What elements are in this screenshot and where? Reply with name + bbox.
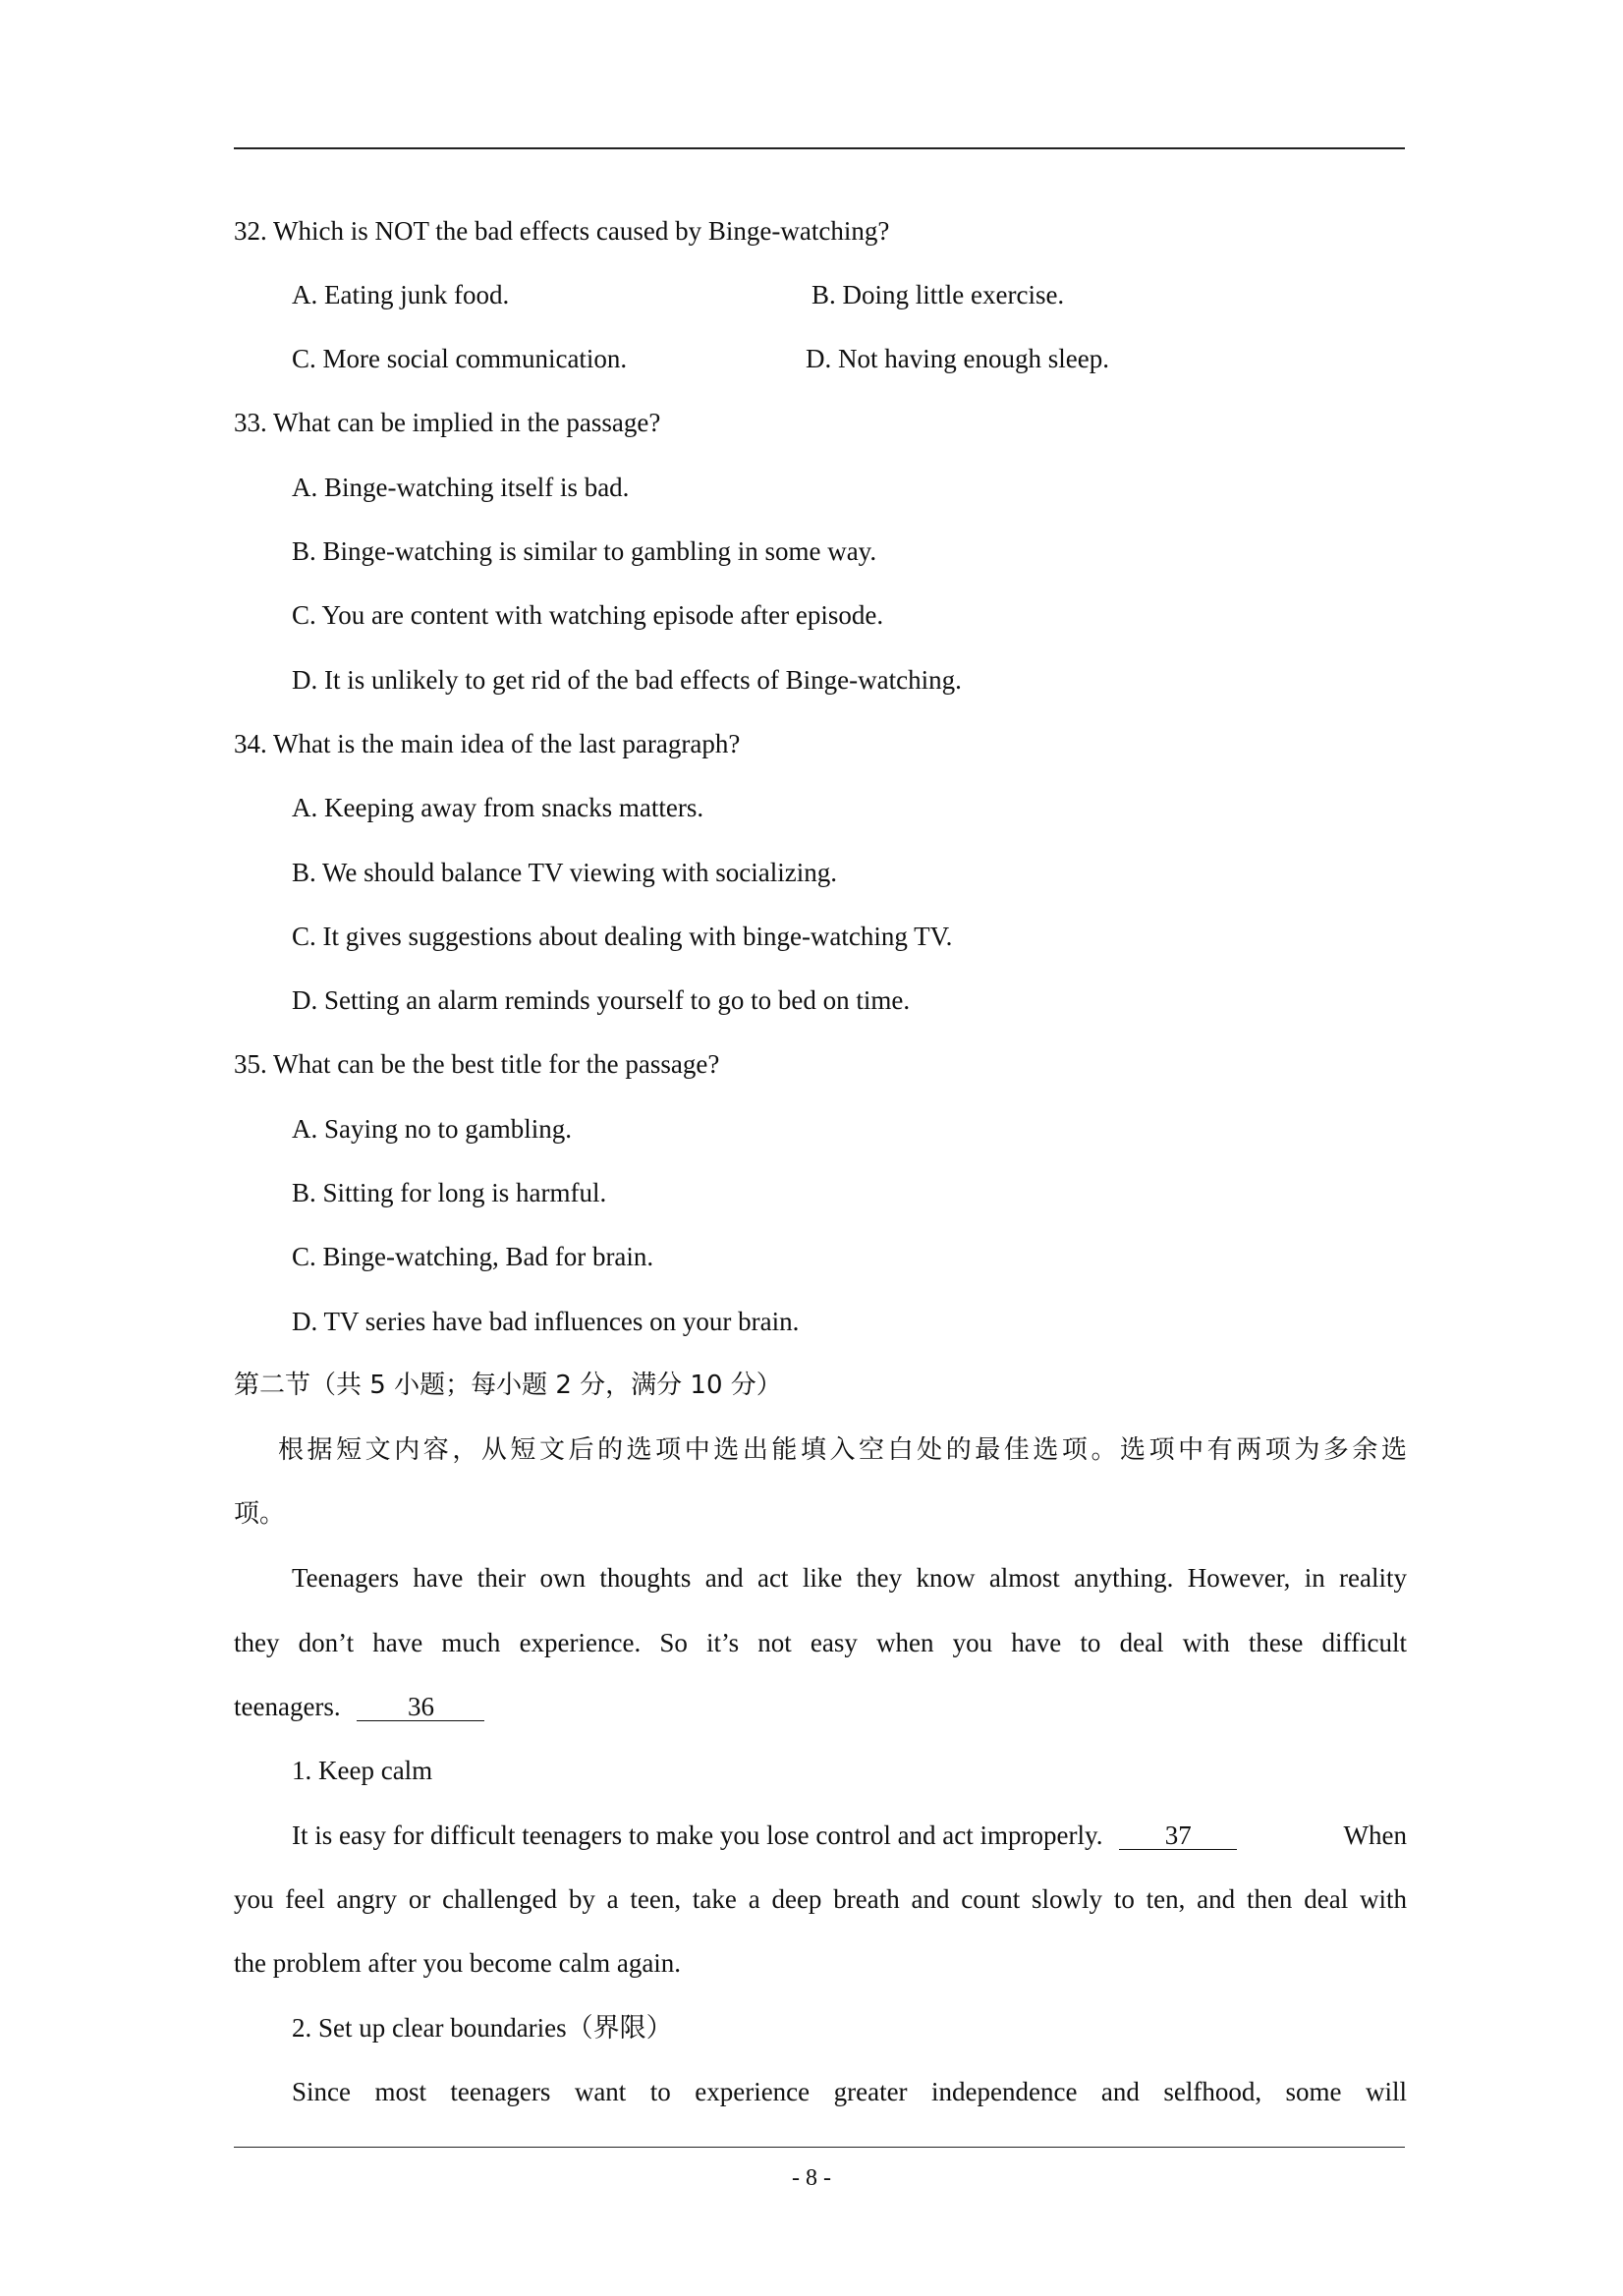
blank-37[interactable]: 37 — [1119, 1821, 1237, 1850]
q35-option-d: D. TV series have bad influences on your brain. — [292, 1307, 800, 1336]
section-instruction-line1: 根据短文内容，从短文后的选项中选出能填入空白处的最佳选项。选项中有两项为多余选 — [278, 1435, 1407, 1465]
passage-p1-line1: Teenagers have their own thoughts and act like they know almost anything. However, in reality — [292, 1563, 1407, 1593]
blank-36[interactable]: 36 — [357, 1693, 484, 1721]
header-rule — [234, 147, 1405, 149]
q32-option-d: D. Not having enough sleep. — [806, 344, 1109, 373]
q35-option-a: A. Saying no to gambling. — [292, 1114, 572, 1144]
q34-option-a: A. Keeping away from snacks matters. — [292, 793, 704, 822]
q35-option-b: B. Sitting for long is harmful. — [292, 1178, 607, 1207]
question-32: 32. Which is NOT the bad effects caused by Binge-watching? — [234, 216, 890, 246]
page-number: - 8 - — [792, 2165, 831, 2191]
passage-p1-line2: they don’t have much experience. So it’s not easy when you have to deal with these difficult — [234, 1628, 1407, 1657]
q32-option-b: B. Doing little exercise. — [812, 280, 1065, 309]
passage-p2-line1-text: It is easy for difficult teenagers to make you lose control and act improperly. — [292, 1820, 1103, 1850]
question-33: 33. What can be implied in the passage? — [234, 408, 661, 437]
q33-option-c: C. You are content with watching episode after episode. — [292, 600, 884, 630]
passage-p2-line3: the problem after you become calm again. — [234, 1948, 682, 1978]
question-34: 34. What is the main idea of the last paragraph? — [234, 729, 741, 758]
q35-option-c: C. Binge-watching, Bad for brain. — [292, 1242, 654, 1271]
section-instruction-line2: 项。 — [234, 1499, 286, 1529]
q33-option-b: B. Binge-watching is similar to gambling in some way. — [292, 536, 877, 566]
passage-p2-line1-end: When — [1343, 1820, 1407, 1850]
q34-option-b: B. We should balance TV viewing with socializing. — [292, 858, 837, 887]
q34-option-d: D. Setting an alarm reminds yourself to go to bed on time. — [292, 985, 911, 1015]
footer-rule — [234, 2147, 1405, 2148]
subheading-boundaries: 2. Set up clear boundaries（界限） — [292, 2013, 673, 2043]
passage-p3-line1: Since most teenagers want to experience greater independence and selfhood, some will — [292, 2077, 1407, 2106]
subheading-keep-calm: 1. Keep calm — [292, 1756, 433, 1785]
q34-option-c: C. It gives suggestions about dealing with binge-watching TV. — [292, 922, 953, 951]
passage-p2-line1 — [292, 1819, 1407, 1852]
section-heading: 第二节（共 5 小题；每小题 2 分，满分 10 分） — [234, 1371, 782, 1400]
q32-option-a: A. Eating junk food. — [292, 280, 510, 309]
passage-p2-line2: you feel angry or challenged by a teen, take a deep breath and count slowly to ten, and then deal with — [234, 1884, 1407, 1914]
passage-p1-line3 — [234, 1690, 484, 1723]
question-35: 35. What can be the best title for the passage? — [234, 1049, 720, 1079]
q33-option-a: A. Binge-watching itself is bad. — [292, 473, 630, 502]
q33-option-d: D. It is unlikely to get rid of the bad effects of Binge-watching. — [292, 665, 962, 695]
passage-p1-line3-text: teenagers. — [234, 1692, 341, 1721]
q32-option-c: C. More social communication. — [292, 344, 628, 373]
